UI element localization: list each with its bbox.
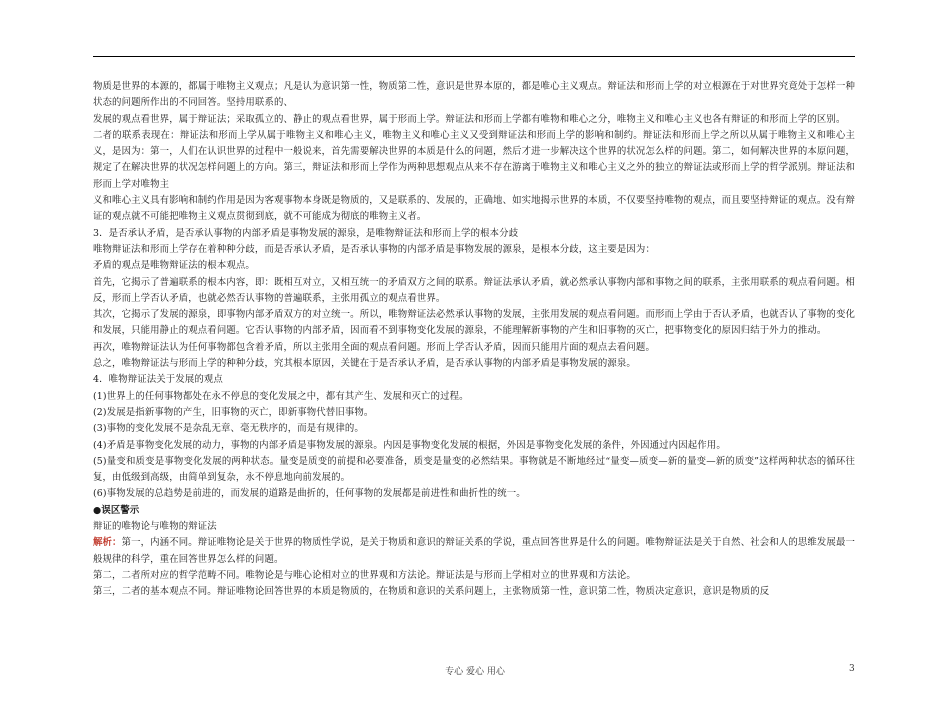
paragraph: 物质是世界的本源的，都属于唯物主义观点；凡是认为意识第一性，物质第二性，意识是世界本原的，都是唯心主义观点。辩证法和形而上学的对立根源在于对世界究竟处于怎样一种状态的问题所作出的不同回答。坚持用联系的、: [93, 81, 856, 109]
list-item: (6)事物发展的总趋势是前进的，而发展的道路是曲折的，任何事物的发展都是前进性和曲折性的统一。: [93, 488, 526, 500]
paragraph: 矛盾的观点是唯物辩证法的根本观点。: [93, 260, 255, 272]
paragraph: 总之，唯物辩证法与形而上学的种种分歧，究其根本原因，关键在于是否承认矛盾，是否承认事物的内部矛盾是事物发展的源泉。: [93, 358, 636, 370]
analysis-text: 第一，内涵不同。辩证唯物论是关于世界的物质性学说，是关于物质和意识的辩证关系的学说，重点回答世界是什么的问题。唯物辩证法是关于自然、社会和人的思维发展最一般规律的科学，重在回答世界怎么样的问题。: [93, 537, 856, 565]
paragraph: 第三，二者的基本观点不同。辩证唯物论回答世界的本质是物质的，在物质和意识的关系问题上，主张物质第一性，意识第二性，物质决定意识，意识是物质的反: [93, 586, 770, 598]
paragraph: 第二，二者所对应的哲学范畴不同。唯物论是与唯心论相对立的世界观和方法论。辩证法是与形而上学相对立的世界观和方法论。: [93, 569, 636, 581]
paragraph: 其次，它揭示了发展的源泉，即事物内部矛盾双方的对立统一。所以，唯物辩证法必然承认事物的发展，主张用发展的观点看问题。而形而上学由于否认矛盾，也就否认了事物的变化和发展，只能用静止的观点看问题。它否认事物的内部矛盾，因而看不到事物变化发展的源泉，不能理解新事物的产生和旧事物的灭亡，把事物变化的原因归结于外力的推动。: [93, 309, 856, 337]
paragraph: 发展的观点看世界，属于辩证法；采取孤立的、静止的观点看世界，属于形而上学。辩证法和形而上学都有唯物和唯心之分，唯物主义和唯心主义也各有辩证的和形而上学的区别。: [93, 113, 846, 125]
paragraph: 二者的联系表现在：辩证法和形而上学从属于唯物主义和唯心主义，唯物主义和唯心主义又受到辩证法和形而上学的影响和制约。辩证法和形而上学之所以从属于唯物主义和唯心主义，是因为：第一，人们在认识世界的过程中一般说来，首先需要解决世界的本质是什么的问题，然后才进一步解决这个世界的状况怎么样的问题。第二，如何解决世界的本原问题，规定了在解决世界的状况怎样问题上的方向。第三，辩证法和形而上学作为两种思想观点从来不存在游离于唯物主义和唯心主义之外的独立的辩证法或形而上学的哲学派别。辩证法和形而上学对唯物主: [93, 129, 856, 190]
paragraph: 再次，唯物辩证法认为任何事物都包含着矛盾，所以主张用全面的观点看问题。形而上学否认矛盾，因而只能用片面的观点去看问题。: [93, 341, 655, 353]
warning-title: ●误区警示: [93, 504, 140, 516]
list-item: (3)事物的变化发展不是杂乱无章、毫无秩序的，而是有规律的。: [93, 423, 364, 435]
warning-subtitle: 辩证的唯物论与唯物的辩证法: [93, 521, 217, 533]
list-item: (5)量变和质变是事物变化发展的两种状态。量变是质变的前提和必要准备，质变是量变的必然结果。事物就是不断地经过“量变—质变—新的量变—新的质变”这样两种状态的循环往复，由低级到高级，由简单到复杂，永不停息地向前发展的。: [93, 455, 855, 484]
paragraph: 首先，它揭示了普遍联系的根本内容，即：既相互对立，又相互统一的矛盾双方之间的联系。辩证法承认矛盾，就必然承认事物内部和事物之间的联系，主张用联系的观点看问题。相反，形而上学否认矛盾，也就必然否认事物的普遍联系，主张用孤立的观点看世界。: [93, 276, 856, 304]
paragraph: 唯物辩证法和形而上学存在着种种分歧，而是否承认矛盾，是否承认事物的内部矛盾是事物发展的源泉，是根本分歧，这主要是因为：: [93, 243, 655, 255]
paragraph: 义和唯心主义具有影响和制约作用是因为客观事物本身既是物质的，又是联系的、发展的，正确地、如实地揭示世界的本质，不仅要坚持唯物的观点，而且要坚持辩证的观点。没有辩证的观点就不可能把唯物主义观点贯彻到底，就不可能成为彻底的唯物主义者。: [93, 195, 856, 223]
header-rule: [93, 56, 855, 57]
list-item: (2)发展是指新事物的产生，旧事物的灭亡，即新事物代替旧事物。: [93, 406, 374, 418]
analysis-paragraph: [93, 535, 855, 568]
analysis-label: 解析：: [93, 537, 122, 549]
list-item: (4)矛盾是事物变化发展的动力，事物的内部矛盾是事物发展的源泉。内因是事物变化发展的根据，外因是事物变化发展的条件，外因通过内因起作用。: [93, 439, 726, 451]
document-body: [93, 79, 855, 601]
list-item: (1)世界上的任何事物都处在永不停息的变化发展之中，都有其产生、发展和灭亡的过程。: [93, 390, 469, 402]
page-number: 3: [849, 664, 855, 674]
section-heading: 3．是否承认矛盾，是否承认事物的内部矛盾是事物发展的源泉，是唯物辩证法和形而上学的根本分歧: [93, 227, 519, 239]
footer-slogan: 专心 爱心 用心: [445, 667, 505, 677]
section-heading: 4．唯物辩证法关于发展的观点: [93, 374, 223, 386]
